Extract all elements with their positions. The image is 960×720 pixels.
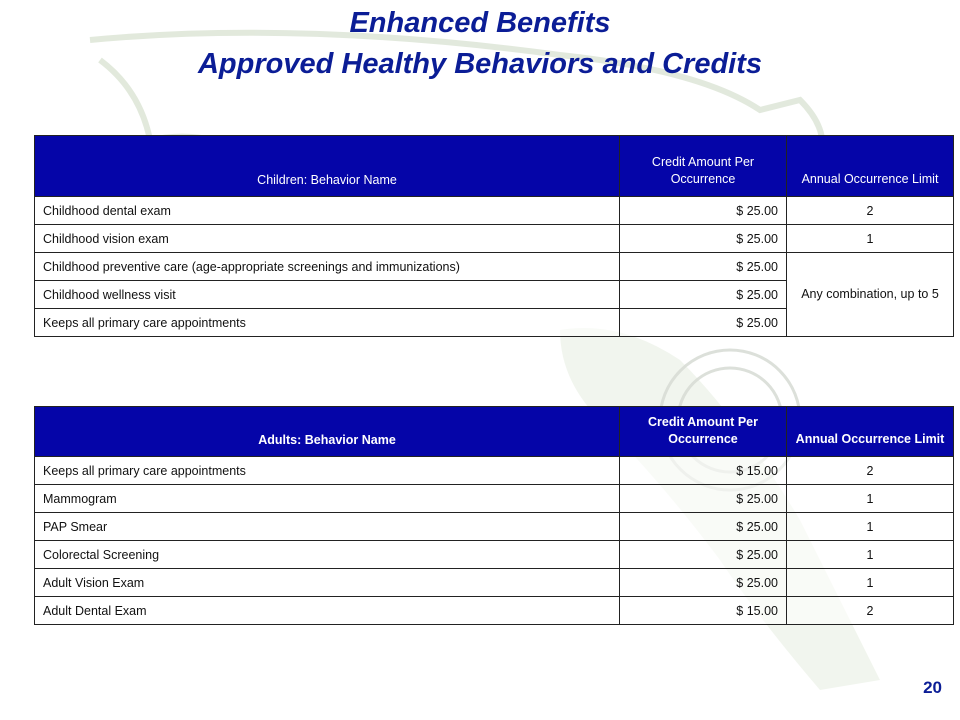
table-row xyxy=(35,513,954,541)
behavior-name: Adult Dental Exam xyxy=(35,597,620,625)
occurrence-limit: 1 xyxy=(787,485,954,513)
occurrence-limit: 1 xyxy=(787,569,954,597)
slide-subtitle: Approved Healthy Behaviors and Credits xyxy=(197,48,763,80)
credit-amount: $ 25.00 xyxy=(620,309,787,337)
credit-amount: $ 25.00 xyxy=(620,485,787,513)
credit-amount: $ 25.00 xyxy=(620,281,787,309)
credit-amount: $ 15.00 xyxy=(620,597,787,625)
behavior-name: Adult Vision Exam xyxy=(35,569,620,597)
page-number: 20 xyxy=(923,678,942,697)
behavior-name: Keeps all primary care appointments xyxy=(35,309,620,337)
adults-benefits-table xyxy=(34,406,954,625)
children-benefits-table xyxy=(34,135,954,337)
children-limit-header: Annual Occurrence Limit xyxy=(787,136,954,197)
table-row xyxy=(35,225,954,253)
table-row xyxy=(35,485,954,513)
table-row xyxy=(35,197,954,225)
behavior-name: Childhood wellness visit xyxy=(35,281,620,309)
children-amount-header: Credit Amount Per Occurrence xyxy=(620,136,787,197)
adults-amount-header: Credit Amount Per Occurrence xyxy=(620,407,787,457)
behavior-name: Mammogram xyxy=(35,485,620,513)
table-row xyxy=(35,597,954,625)
occurrence-limit: 1 xyxy=(787,513,954,541)
combined-occurrence-limit: Any combination, up to 5 xyxy=(787,253,954,337)
table-row xyxy=(35,253,954,281)
behavior-name: Childhood dental exam xyxy=(35,197,620,225)
credit-amount: $ 25.00 xyxy=(620,225,787,253)
credit-amount: $ 25.00 xyxy=(620,197,787,225)
adults-name-header: Adults: Behavior Name xyxy=(35,407,620,457)
table-header-row xyxy=(35,136,954,197)
credit-amount: $ 25.00 xyxy=(620,253,787,281)
behavior-name: Childhood preventive care (age-appropriate screenings and immunizations) xyxy=(35,253,620,281)
occurrence-limit: 2 xyxy=(787,197,954,225)
table-header-row xyxy=(35,407,954,457)
credit-amount: $ 25.00 xyxy=(620,513,787,541)
occurrence-limit: 1 xyxy=(787,541,954,569)
behavior-name: Colorectal Screening xyxy=(35,541,620,569)
table-row xyxy=(35,569,954,597)
adults-limit-header: Annual Occurrence Limit xyxy=(787,407,954,457)
slide-title: Enhanced Benefits xyxy=(349,7,611,39)
children-name-header: Children: Behavior Name xyxy=(35,136,620,197)
table-row xyxy=(35,457,954,485)
behavior-name: Childhood vision exam xyxy=(35,225,620,253)
credit-amount: $ 15.00 xyxy=(620,457,787,485)
occurrence-limit: 1 xyxy=(787,225,954,253)
occurrence-limit: 2 xyxy=(787,457,954,485)
behavior-name: Keeps all primary care appointments xyxy=(35,457,620,485)
occurrence-limit: 2 xyxy=(787,597,954,625)
behavior-name: PAP Smear xyxy=(35,513,620,541)
credit-amount: $ 25.00 xyxy=(620,541,787,569)
table-row xyxy=(35,541,954,569)
credit-amount: $ 25.00 xyxy=(620,569,787,597)
